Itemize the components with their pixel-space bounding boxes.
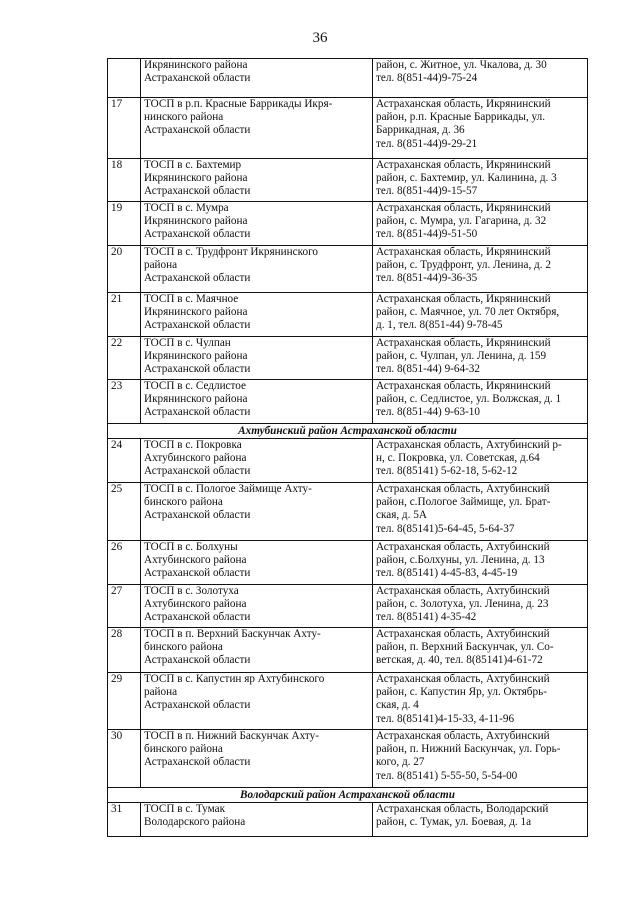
office-address-line: тел. 8(85141) 5-62-18, 5-62-12 bbox=[376, 465, 518, 478]
office-address-line: район, с. Маячное, ул. 70 лет Октября, bbox=[376, 306, 560, 319]
office-address-line: район, с. Седлистое, ул. Волжская, д. 1 bbox=[376, 393, 562, 406]
office-name-cell bbox=[141, 202, 373, 246]
office-address-line: Баррикадная, д. 36 bbox=[376, 124, 465, 137]
office-name-line: Икрянинского района bbox=[144, 172, 248, 185]
row-number: 23 bbox=[108, 380, 141, 424]
office-address-line: Астраханская область, Икрянинский bbox=[376, 202, 551, 214]
office-name-line: Астраханской области bbox=[144, 611, 251, 624]
page-number: 36 bbox=[312, 30, 328, 46]
row-number: 27 bbox=[108, 585, 141, 628]
office-address-cell bbox=[373, 202, 588, 246]
office-name-line: Астраханской области bbox=[144, 319, 251, 332]
office-address-line: Астраханская область, Ахтубинский р- bbox=[376, 439, 562, 451]
office-address-cell bbox=[373, 246, 588, 293]
office-name-line: Володарского района bbox=[144, 816, 246, 829]
office-address-line: тел. 8(851-44)9-36-35 bbox=[376, 272, 478, 285]
row-number: 24 bbox=[108, 439, 141, 483]
row-number: 29 bbox=[108, 673, 141, 730]
row-number: 30 bbox=[108, 730, 141, 788]
office-address-line: тел. 8(851-44) 9-63-10 bbox=[376, 406, 480, 419]
office-name-cell bbox=[141, 380, 373, 424]
office-name-line: ТОСП в с. Болхуны bbox=[144, 541, 238, 553]
office-name-line: ТОСП в с. Покровка bbox=[144, 439, 242, 451]
office-address-line: район, с. Золотуха, ул. Ленина, д. 23 bbox=[376, 598, 549, 611]
office-name-cell bbox=[141, 628, 373, 673]
office-address-cell bbox=[373, 541, 588, 585]
office-name-line: Икрянинского района bbox=[144, 215, 248, 228]
office-name-line: ТОСП в с. Тумак bbox=[144, 803, 226, 815]
office-name-line: Икрянинского района bbox=[144, 393, 248, 406]
table-row bbox=[108, 730, 588, 788]
office-address-line: район, с. Мумра, ул. Гагарина, д. 32 bbox=[376, 215, 547, 228]
office-name-line: Астраханской области bbox=[144, 363, 251, 376]
office-name-line: Астраханской области bbox=[144, 72, 251, 85]
office-address-cell bbox=[373, 337, 588, 380]
office-name-line: Икрянинского района bbox=[144, 306, 248, 319]
row-number: 25 bbox=[108, 483, 141, 541]
office-address-line: д. 1, тел. 8(851-44) 9-78-45 bbox=[376, 319, 503, 332]
office-name-cell bbox=[141, 59, 373, 98]
table-row bbox=[108, 673, 588, 730]
office-address-line: кого, д. 27 bbox=[376, 756, 425, 769]
office-address-line: район, п. Нижний Баскунчак, ул. Горь- bbox=[376, 743, 561, 756]
office-address-line: Астраханская область, Ахтубинский bbox=[376, 628, 550, 640]
table-row bbox=[108, 803, 588, 837]
office-name-cell bbox=[141, 293, 373, 337]
office-address-line: Астраханская область, Ахтубинский bbox=[376, 585, 550, 597]
office-address-line: н, с. Покровка, ул. Советская, д.64 bbox=[376, 452, 540, 465]
office-name-line: района bbox=[144, 686, 178, 699]
office-name-cell bbox=[141, 159, 373, 202]
row-number: 22 bbox=[108, 337, 141, 380]
section-header-row bbox=[108, 424, 588, 439]
table-row bbox=[108, 628, 588, 673]
office-name-line: Астраханской области bbox=[144, 124, 251, 137]
office-name-line: Ахтубинского района bbox=[144, 554, 247, 567]
office-name-line: ТОСП в п. Верхний Баскунчак Ахту- bbox=[144, 628, 321, 640]
section-header-row bbox=[108, 788, 588, 803]
office-name-cell bbox=[141, 673, 373, 730]
office-name-line: Икрянинского района bbox=[144, 350, 248, 363]
office-address-line: район, п. Верхний Баскунчак, ул. Со- bbox=[376, 641, 554, 654]
office-address-line: район, с. Трудфронт, ул. Ленина, д. 2 bbox=[376, 259, 551, 272]
office-address-line: район, с.Болхуны, ул. Ленина, д. 13 bbox=[376, 554, 545, 567]
table-row bbox=[108, 541, 588, 585]
table-row bbox=[108, 98, 588, 159]
office-address-line: ская, д. 4 bbox=[376, 699, 419, 712]
office-address-line: Астраханская область, Ахтубинский bbox=[376, 541, 550, 553]
office-address-cell bbox=[373, 439, 588, 483]
table-row bbox=[108, 59, 588, 98]
row-number: 31 bbox=[108, 803, 141, 837]
office-address-line: Астраханская область, Икрянинский bbox=[376, 246, 551, 258]
office-name-line: ТОСП в с. Седлистое bbox=[144, 380, 246, 392]
office-address-line: район, с. Чулпан, ул. Ленина, д. 159 bbox=[376, 350, 547, 363]
row-number: 20 bbox=[108, 246, 141, 293]
office-address-line: район, с. Житное, ул. Чкалова, д. 30 bbox=[376, 59, 547, 71]
office-name-cell bbox=[141, 541, 373, 585]
office-address-line: район, р.п. Красные Баррикады, ул. bbox=[376, 111, 546, 124]
office-name-line: Астраханской области bbox=[144, 228, 251, 241]
office-name-line: ТОСП в с. Чулпан bbox=[144, 337, 231, 349]
office-name-line: Астраханской области bbox=[144, 406, 251, 419]
office-address-line: ская, д. 5А bbox=[376, 509, 427, 522]
office-name-line: Ахтубинского района bbox=[144, 452, 247, 465]
office-name-cell bbox=[141, 337, 373, 380]
office-address-line: Астраханская область, Ахтубинский bbox=[376, 730, 550, 742]
table-row bbox=[108, 159, 588, 202]
office-name-line: Астраханской области bbox=[144, 756, 251, 769]
office-name-line: Астраханской области bbox=[144, 567, 251, 580]
table-row bbox=[108, 202, 588, 246]
office-address-line: тел. 8(851-44) 9-64-32 bbox=[376, 363, 480, 376]
office-name-line: ТОСП в п. Нижний Баскунчак Ахту- bbox=[144, 730, 319, 742]
table-row bbox=[108, 439, 588, 483]
office-name-line: ТОСП в с. Бахтемир bbox=[144, 159, 242, 171]
office-address-cell bbox=[373, 585, 588, 628]
office-name-line: Астраханской области bbox=[144, 185, 251, 198]
office-name-cell bbox=[141, 585, 373, 628]
row-number: 26 bbox=[108, 541, 141, 585]
office-address-line: Астраханская область, Икрянинский bbox=[376, 337, 551, 349]
office-name-line: ТОСП в с. Трудфронт Икрянинского bbox=[144, 246, 318, 258]
office-address-line: район, с. Тумак, ул. Боевая, д. 1а bbox=[376, 816, 532, 829]
row-number bbox=[108, 59, 141, 98]
office-address-line: Астраханская область, Володарский bbox=[376, 803, 549, 815]
office-name-line: Астраханской области bbox=[144, 509, 251, 522]
office-name-line: бинского района bbox=[144, 496, 223, 509]
office-address-cell bbox=[373, 98, 588, 159]
table-row bbox=[108, 483, 588, 541]
office-address-line: тел. 8(851-44)9-75-24 bbox=[376, 72, 478, 85]
row-number: 21 bbox=[108, 293, 141, 337]
office-address-cell bbox=[373, 483, 588, 541]
office-name-line: ТОСП в с. Золотуха bbox=[144, 585, 239, 597]
office-name-cell bbox=[141, 98, 373, 159]
office-name-cell bbox=[141, 439, 373, 483]
office-name-line: Икрянинского района bbox=[144, 59, 248, 71]
office-name-cell bbox=[141, 730, 373, 788]
office-address-line: тел. 8(85141)4-15-33, 4-11-96 bbox=[376, 712, 515, 725]
office-address-line: тел. 8(85141) 4-35-42 bbox=[376, 611, 477, 624]
office-name-line: бинского района bbox=[144, 641, 223, 654]
office-name-cell bbox=[141, 483, 373, 541]
office-address-cell bbox=[373, 628, 588, 673]
table-row bbox=[108, 337, 588, 380]
office-address-cell bbox=[373, 293, 588, 337]
office-address-line: Астраханская область, Икрянинский bbox=[376, 98, 551, 110]
table-row bbox=[108, 585, 588, 628]
office-address-line: тел. 8(85141) 4-45-83, 4-45-19 bbox=[376, 567, 518, 580]
office-name-cell bbox=[141, 246, 373, 293]
office-address-line: тел. 8(85141) 5-55-50, 5-54-00 bbox=[376, 769, 518, 782]
office-name-line: ТОСП в с. Мумра bbox=[144, 202, 229, 214]
office-address-line: район, с.Пологое Займище, ул. Брат- bbox=[376, 496, 551, 509]
office-name-line: Астраханской области bbox=[144, 465, 251, 478]
office-address-line: тел. 8(851-44)9-29-21 bbox=[376, 137, 478, 150]
office-address-line: тел. 8(851-44)9-15-57 bbox=[376, 185, 478, 198]
registry-table bbox=[107, 58, 588, 837]
section-title: Ахтубинский район Астраханской области bbox=[108, 424, 588, 439]
row-number: 17 bbox=[108, 98, 141, 159]
office-address-cell bbox=[373, 59, 588, 98]
office-name-line: Астраханской области bbox=[144, 699, 251, 712]
office-address-line: Астраханская область, Ахтубинский bbox=[376, 483, 550, 495]
office-address-cell bbox=[373, 730, 588, 788]
office-name-line: района bbox=[144, 259, 178, 272]
office-address-line: район, с. Бахтемир, ул. Калинина, д. 3 bbox=[376, 172, 557, 185]
row-number: 19 bbox=[108, 202, 141, 246]
office-address-cell bbox=[373, 380, 588, 424]
office-address-line: ветская, д. 40, тел. 8(85141)4-61-72 bbox=[376, 654, 543, 667]
office-name-line: Астраханской области bbox=[144, 654, 251, 667]
office-name-line: нинского района bbox=[144, 111, 224, 124]
row-number: 28 bbox=[108, 628, 141, 673]
row-number: 18 bbox=[108, 159, 141, 202]
table-row bbox=[108, 246, 588, 293]
office-address-line: Астраханская область, Икрянинский bbox=[376, 380, 551, 392]
office-address-line: тел. 8(851-44)9-51-50 bbox=[376, 228, 478, 241]
office-address-line: Астраханская область, Икрянинский bbox=[376, 293, 551, 305]
office-address-line: Астраханская область, Ахтубинский bbox=[376, 673, 550, 685]
office-name-cell bbox=[141, 803, 373, 837]
office-address-line: Астраханская область, Икрянинский bbox=[376, 159, 551, 171]
registry-body bbox=[108, 59, 588, 837]
office-name-line: бинского района bbox=[144, 743, 223, 756]
table-row bbox=[108, 380, 588, 424]
office-name-line: ТОСП в с. Пологое Займище Ахту- bbox=[144, 483, 312, 495]
office-address-line: тел. 8(85141)5-64-45, 5-64-37 bbox=[376, 522, 515, 535]
office-name-line: Астраханской области bbox=[144, 272, 251, 285]
table-row bbox=[108, 293, 588, 337]
office-address-line: район, с. Капустин Яр, ул. Октябрь- bbox=[376, 686, 547, 699]
office-address-cell bbox=[373, 159, 588, 202]
office-name-line: Ахтубинского района bbox=[144, 598, 247, 611]
office-address-cell bbox=[373, 673, 588, 730]
section-title: Володарский район Астраханской области bbox=[108, 788, 588, 803]
office-name-line: ТОСП в с. Маячное bbox=[144, 293, 239, 305]
office-name-line: ТОСП в с. Капустин яр Ахтубинского bbox=[144, 673, 325, 685]
office-address-cell bbox=[373, 803, 588, 837]
office-name-line: ТОСП в р.п. Красные Баррикады Икря- bbox=[144, 98, 333, 110]
